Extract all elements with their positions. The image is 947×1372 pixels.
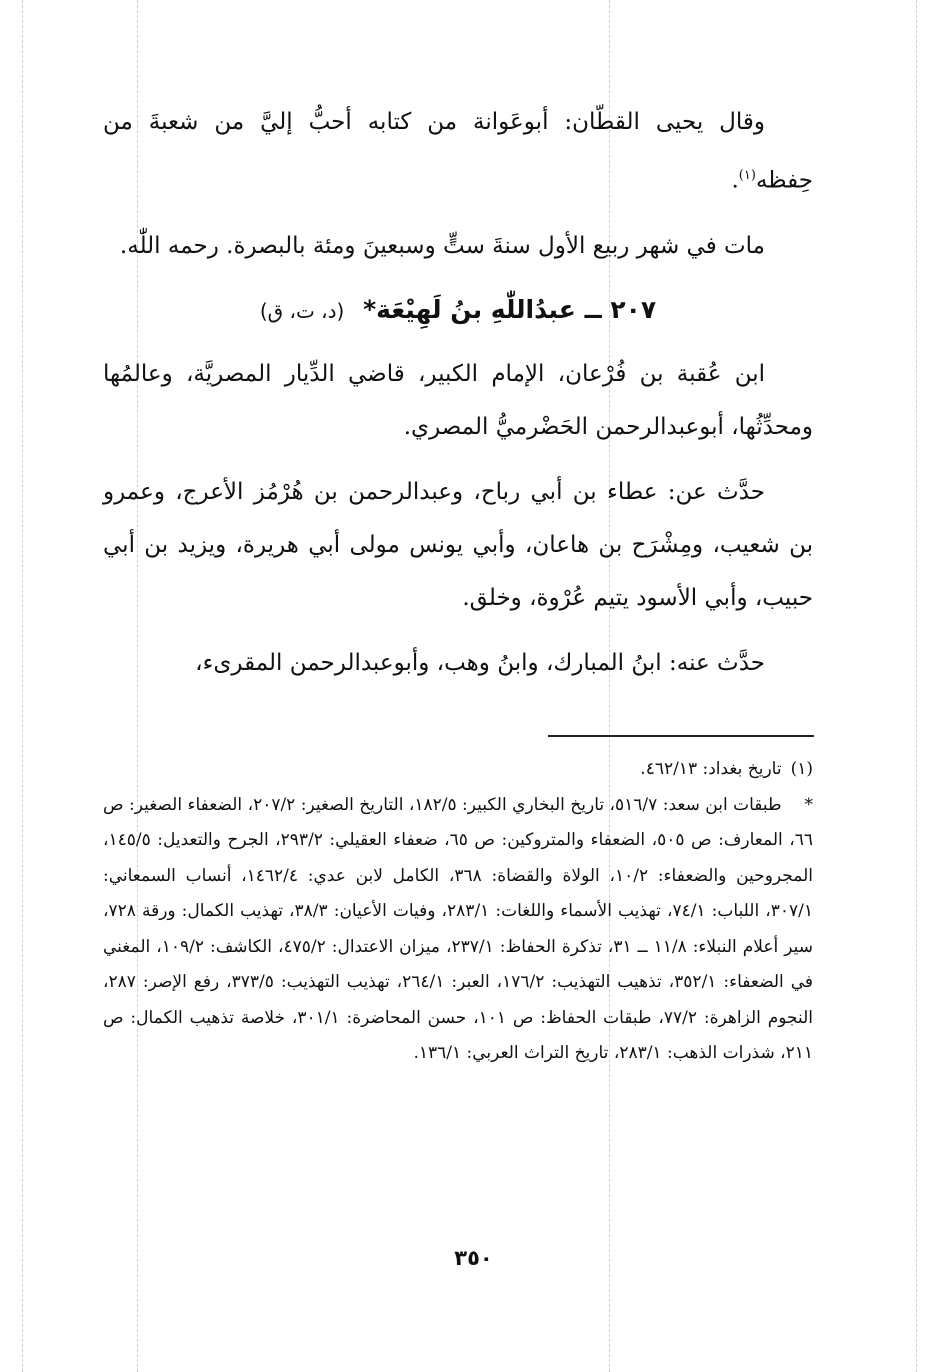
page-number: ٣٥٠ [454, 1246, 493, 1270]
entry-name: عبدُاللّٰهِ بنُ لَهِيْعَة* [363, 294, 576, 324]
paragraph: حدَّث عنه: ابنُ المبارك، وابنُ وهب، وأبوعبدالرحمن المقرىء، [195, 649, 765, 676]
footnote-text: تاريخ بغداد: ٤٦٢/١٣. [640, 759, 782, 779]
footnote-1 [103, 752, 813, 788]
entry-number: ٢٠٧ ــ [584, 294, 657, 324]
entry-heading [103, 285, 813, 336]
paragraph: ابن عُقبة بن فُرْعان، الإمام الكبير، قاضي الدِّيار المصريَّة، وعالمُها ومحدِّثُها، أبوعبدالرحمن الحَضْرميُّ المصري. [103, 360, 813, 440]
footnote-reference[interactable]: (١) [738, 168, 756, 183]
margin-guide [22, 0, 23, 1372]
paragraph: حدَّث عن: عطاء بن أبي رباح، وعبدالرحمن بن هُرْمُز الأعرج، وعمرو بن شعيب، ومِشْرَح بن هاعان، وأبي يونس مولى أبي هريرة، ويزيد بن أبي حبيب، وأبي الأسود يتيم عُرْوة، وخلق. [103, 478, 813, 611]
entry-sigla: (د، ت، ق) [259, 298, 345, 323]
footnote-sources [103, 788, 813, 1072]
footnote-text: طبقات ابن سعد: ٥١٦/٧، تاريخ البخاري الكبير: ١٨٢/٥، التاريخ الصغير: ٢٠٧/٢، الضعفاء الصغير: ص ٦٦، المعارف: ص ٥٠٥، الضعفاء والمتروكين: ص ٦٥، ضعفاء العقيلي: ٢٩٣/٢، الجرح والتعديل: ١٤٥/٥، المجروحين والضعفاء: ١٠/٢، الولاة والقضاة: ٣٦٨، الكامل لابن عدي: ١٤٦٢/٤، أنساب السمعاني: ٣٠٧/١، اللباب: ٧٤/١، تهذيب الأسماء واللغات: ٢٨٣/١، وفيات الأعيان: ٣٨/٣، تهذيب الكمال: ورقة ٧٢٨، سير أعلام النبلاء: ١١/٨ ــ ٣١، تذكرة الحفاظ: ٢٣٧/١، ميزان الاعتدال: ٤٧٥/٢، الكاشف: ١٠٩/٢، المغني في الضعفاء: ٣٥٢/١، تذهيب التهذيب: ١٧٦/٢، العبر: ٢٦٤/١، تهذيب التهذيب: ٣٧٣/٥، رفع الإصر: ٢٨٧، النجوم الزاهرة: ٧٧/٢، طبقات الحفاظ: ص ١٠١، حسن المحاضرة: ٣٠١/١، خلاصة تذهيب الكمال: ص ٢١١، شذرات الذهب: ٢٨٣/١، تاريخ التراث العربي: ١٣٦/١. [103, 794, 814, 1063]
paragraph: وقال يحيى القطّان: أبوعَوانة من كتابه أحبُّ إليَّ من شعبةَ من حِفظه$^{(١)}$. [103, 109, 813, 194]
footnotes [103, 752, 813, 1072]
main-text [103, 96, 813, 702]
margin-guide [916, 0, 917, 1372]
footnote-separator [548, 735, 814, 737]
footnote-marker: (١) [790, 759, 813, 779]
footnote-marker: * [804, 794, 813, 815]
paragraph: مات في شهر ربيع الأول سنةَ ستٍّ وسبعينَ ومئة بالبصرة. رحمه اللّٰه. [119, 232, 765, 259]
